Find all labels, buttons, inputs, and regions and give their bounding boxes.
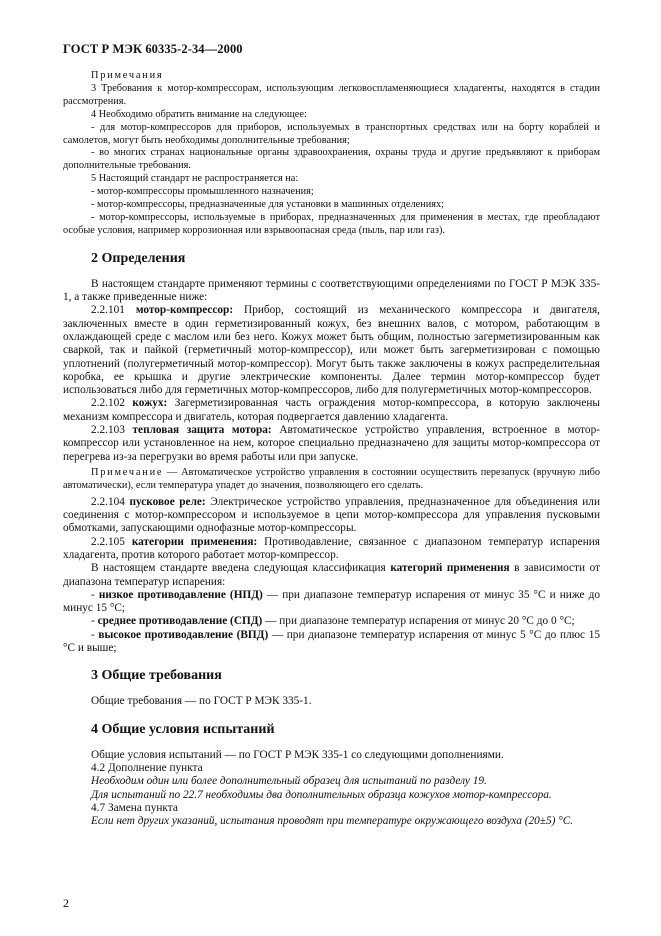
classification-item-high: - высокое противодавление (ВПД) — при диапазоне температур испарения от минус 5 °С до плюс 15 °С и выше; bbox=[63, 628, 600, 655]
definition-text: Электрическое устройство управления, предназначенное для объединения или соединения с мотор-компрессором и используемое в цепи мотор-компрессора для управления пусковыми обмотками, запускающими однофазные мотор-компрессоры. bbox=[63, 495, 600, 535]
definition-number: 2.2.104 bbox=[91, 495, 125, 508]
definition-term: тепловая защита мотора: bbox=[132, 424, 272, 437]
note-label: Примечание bbox=[91, 466, 164, 478]
note-4-item: - для мотор-компрессоров для приборов, используемых в транспортных средствах или на борту кораблей и самолетов, могут быть необходимы дополнительные требования; bbox=[63, 121, 600, 146]
definition-number: 2.2.101 bbox=[91, 304, 125, 317]
classification-term: категорий применения bbox=[390, 562, 510, 575]
definition-number: 2.2.103 bbox=[91, 424, 125, 437]
section-3-text: Общие требования — по ГОСТ Р МЭК 335-1. bbox=[91, 695, 312, 708]
note-5-item: - мотор-компрессоры промышленного назначения; bbox=[91, 186, 314, 198]
section-2-heading: 2 Определения bbox=[91, 250, 186, 266]
note-4: 4 Необходимо обратить внимание на следующее: bbox=[91, 108, 307, 120]
classification-item-low: - низкое противодавление (НПД) — при диапазоне температур испарения от минус 35 °С и ниже до минус 15 °С; bbox=[63, 588, 600, 615]
section-2-intro: В настоящем стандарте применяют термины с соответствующими определениями по ГОСТ Р МЭК 335-1, а также приведенные ниже: bbox=[63, 277, 600, 304]
page-content bbox=[63, 70, 600, 828]
definition-term: пусковое реле: bbox=[129, 495, 206, 508]
note-3: 3 Требования к мотор-компрессорам, использующим легковоспламеняющиеся хладагенты, находятся в стадии рассмотрения. bbox=[63, 82, 600, 107]
definition-number: 2.2.102 bbox=[91, 397, 125, 410]
classification-intro: В настоящем стандарте введена следующая классификация категорий применения в зависимости от диапазона температур испарения: bbox=[63, 562, 601, 588]
definition-term: категории применения: bbox=[131, 535, 258, 548]
definition-2-2-105 bbox=[63, 536, 600, 563]
document-header: ГОСТ Р МЭК 60335-2-34—2000 bbox=[63, 42, 243, 56]
definition-text: Прибор, состоящий из механического компрессора и двигателя, заключенных вместе в один герметизированный кожух, без внешних валов, с мотором, работающим в охлаждающей среде с маслом или без него. Кожух может быть общим, полностью загерметизированным как сваркой, так и пайкой (герметичный мотор-компрессор), или может быть загерметизирован с помощью уплотнений (полугерметичный мотор-компрессор). Могут быть также заключены в кожух распределительная коробка, ее крышка и другие электрические компоненты. Далее термин мотор-компрессор будет использоваться либо для герметичных мотор-компрессоров, либо для полугерметичных мотор-компрессоров. bbox=[63, 304, 601, 397]
definition-2-2-104 bbox=[63, 496, 600, 536]
definition-2-2-102 bbox=[63, 397, 600, 424]
definition-text: Противодавление, связанное с диапазоном температур испарения хладагента, против которого работает мотор-компрессор. bbox=[63, 535, 600, 561]
note-text: — Автоматическое устройство управления в состоянии осуществить перезапуск (вручную либо автоматически), если температура упадет до значения, позволяющего его сделать. bbox=[63, 466, 600, 491]
definition-term: кожух: bbox=[132, 397, 168, 410]
note-5-item: - мотор-компрессоры, используемые в приборах, предназначенных для применения в местах, где преобладают особые условия, например коррозионная или взрывоопасная среда (пыль, пар или газ). bbox=[63, 211, 600, 236]
definition-2-2-103 bbox=[63, 424, 600, 464]
definition-number: 2.2.105 bbox=[91, 535, 125, 548]
clause-4-2: 4.2 Дополнение пункта bbox=[91, 761, 203, 774]
section-4-intro: Общие условия испытаний — по ГОСТ Р МЭК 335-1 со следующими дополнениями. bbox=[91, 748, 504, 761]
clause-4-7-text: Если нет других указаний, испытания проводят при температуре окружающего воздуха (20±5) °С. bbox=[91, 815, 574, 828]
section-3-heading: 3 Общие требования bbox=[91, 668, 222, 684]
clause-4-7: 4.7 Замена пункта bbox=[91, 801, 178, 814]
page-number: 2 bbox=[63, 896, 69, 910]
section-4-heading: 4 Общие условия испытаний bbox=[91, 721, 275, 737]
clause-4-2-text: Для испытаний по 22.7 необходимы два дополнительных образца кожухов мотор-компрессора. bbox=[91, 788, 552, 801]
clause-4-2-text: Необходим один или более дополнительный образец для испытаний по разделу 19. bbox=[91, 775, 487, 788]
classification-item-medium: - среднее противодавление (СПД) — при диапазоне температур испарения от минус 20 °С до 0 °С; bbox=[91, 615, 575, 628]
definition-term: мотор-компрессор: bbox=[135, 304, 234, 317]
definition-2-2-101 bbox=[63, 304, 600, 397]
note-5: 5 Настоящий стандарт не распространяется на: bbox=[91, 173, 299, 185]
definition-text: Автоматическое устройство управления, встроенное в мотор-компрессор или установленное на нем, которое специально предназначено для защиты мотор-компрессора от перегрева из-за перегрузки во время работы или при запуске. bbox=[63, 424, 600, 463]
note-5-item: - мотор-компрессоры, предназначенные для установки в машинных отделениях; bbox=[91, 199, 444, 211]
definition-note bbox=[63, 467, 600, 493]
note-4-item: - во многих странах национальные органы здравоохранения, охраны труда и другие предъявляют к приборам дополнительные требования. bbox=[63, 147, 600, 172]
notes-heading: Примечания bbox=[91, 70, 164, 81]
definition-text: Загерметизированная часть ограждения мотор-компрессора, в которую заключены механизм компрессора и двигатель, которая подвергается давлению хладагента. bbox=[63, 397, 600, 423]
